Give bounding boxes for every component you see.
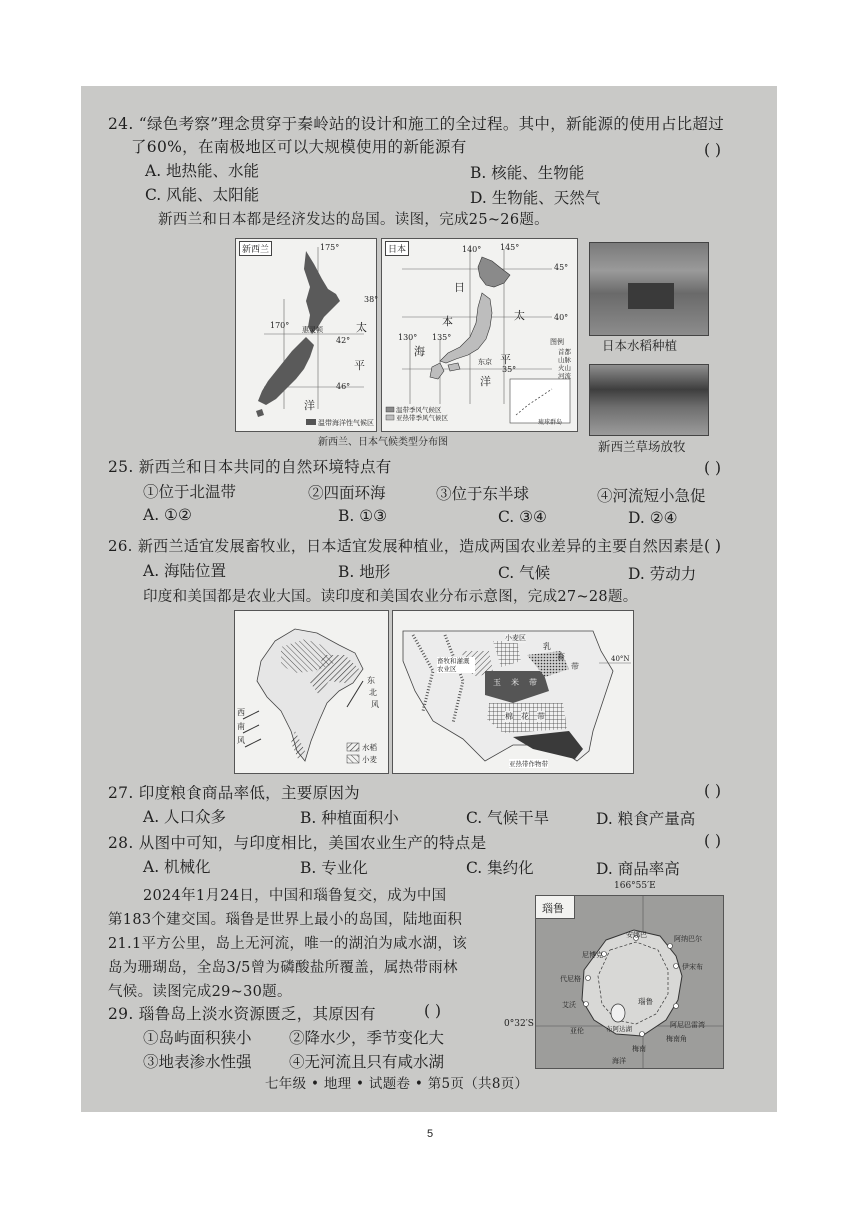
nauru-map (535, 895, 724, 1069)
india-agriculture-map (234, 610, 389, 774)
in-wind-sw-1: 西 (237, 708, 245, 717)
q25-stem: 25. 新西兰和日本共同的自然环境特点有 (108, 458, 392, 476)
nauru-lat-label: 0°32′S (504, 1019, 534, 1029)
jp-sea-3: 海 (414, 345, 425, 358)
q25-option-a: A. ①② (143, 506, 192, 524)
q24-option-a: A. 地热能、水能 (145, 162, 260, 180)
jp-ocean-2: 平 (500, 353, 511, 366)
in-wind-ne-1: 东 (367, 676, 375, 685)
jp-climate-legend-2: 亚热带季风气候区 (396, 414, 448, 422)
q24-stem-line2: 了60%，在南极地区可以大规模使用的新能源有 (131, 138, 467, 156)
q28-option-b: B. 专业化 (300, 859, 368, 877)
nz-ocean-1: 太 (356, 321, 367, 334)
q28-option-c: C. 集约化 (466, 859, 534, 877)
q24-answer-paren: ( ) (704, 141, 722, 159)
jp-climate-map (381, 238, 578, 432)
nz-capital-label: 惠灵顿 (302, 326, 323, 334)
jp-lon-145: 145° (500, 243, 520, 252)
q25-item-4: ④河流短小急促 (597, 487, 706, 505)
nauru-place-center: 瑙鲁 (638, 997, 653, 1006)
q28-stem: 28. 从图中可知，与印度相比，美国农业生产的特点是 (108, 834, 487, 852)
q27-answer-paren: ( ) (704, 782, 722, 800)
us-cotton-2: 花 (521, 712, 529, 721)
jp-ocean-3: 洋 (480, 375, 491, 388)
nz-grazing-caption: 新西兰草场放牧 (598, 439, 686, 454)
rice-planter-shape (628, 283, 674, 309)
in-wind-sw-2: 南 (237, 722, 245, 731)
us-dairy-1: 乳 (543, 642, 551, 651)
in-wind-ne-3: 风 (371, 700, 379, 709)
in-legend-rice: 水稻 (362, 743, 377, 752)
jp-tokyo-label: 东京 (478, 358, 492, 366)
q25-option-b: B. ①③ (338, 507, 388, 525)
us-subtropical-label: 亚热带作物带 (509, 760, 548, 768)
q24-option-b: B. 核能、生物能 (470, 164, 585, 182)
nauru-place-buada-lagoon: 布阿达湖 (606, 1025, 632, 1033)
exam-footer: 七年级 • 地理 • 试题卷 • 第5页（共8页） (265, 1076, 529, 1092)
nauru-place-anibare-bay: 阿尼巴雷湾 (670, 1021, 705, 1029)
nz-lat-38: 38° (364, 295, 379, 304)
us-ranch-label: 畜牧和灌溉农业区 (437, 657, 475, 673)
jp-legend-title: 图例 (550, 338, 564, 346)
q26-option-a: A. 海陆位置 (143, 562, 227, 580)
jp-inset-label: 琉球群岛 (538, 419, 563, 426)
us-cotton-1: 棉 (505, 712, 513, 721)
intro-29-30-line2: 第183个建交国。瑙鲁是世界上最小的岛国，陆地面积 (108, 912, 463, 928)
nauru-place-ijuw: 伊宋布 (682, 963, 703, 971)
q28-option-a: A. 机械化 (143, 858, 211, 876)
jp-lon-140: 140° (462, 245, 482, 254)
q27-option-a: A. 人口众多 (143, 808, 227, 826)
jp-legend-volcano: 火山 (558, 364, 571, 372)
jp-legend-river: 河流 (558, 372, 571, 380)
nauru-lon-label: 166°55′E (614, 881, 656, 891)
nz-jp-map-caption: 新西兰、日本气候类型分布图 (318, 437, 448, 448)
japan-rice-photo (589, 242, 709, 336)
jp-sea-2: 本 (442, 315, 453, 328)
nz-lat-42: 42° (336, 336, 351, 345)
us-corn-1: 玉 (493, 678, 501, 687)
nauru-place-aiwo: 艾沃 (562, 1001, 576, 1009)
q27-stem: 27. 印度粮食商品率低，主要原因为 (108, 784, 360, 802)
jp-lon-135: 135° (432, 333, 452, 342)
jp-lat-45: 45° (554, 263, 569, 272)
nz-legend-swatch (306, 419, 316, 425)
us-corn-3: 带 (529, 678, 537, 687)
nz-lon-170: 170° (270, 321, 290, 330)
nauru-place-anabar-a: 安娜巴 (626, 931, 647, 939)
nz-lat-46: 46° (336, 382, 351, 391)
jp-ocean-1: 太 (514, 309, 525, 322)
q28-option-d: D. 商品率高 (596, 860, 680, 878)
q26-option-b: B. 地形 (338, 563, 391, 581)
q27-option-d: D. 粮食产量高 (596, 810, 696, 828)
us-corn-2: 米 (511, 678, 519, 687)
q29-item-2: ②降水少，季节变化大 (289, 1029, 445, 1047)
jp-lon-130: 130° (398, 333, 418, 342)
q29-answer-paren: ( ) (424, 1002, 442, 1020)
us-lat-40: 40°N (611, 655, 630, 663)
in-wind-sw-3: 风 (237, 736, 245, 745)
intro-29-30-line4: 岛为珊瑚岛，全岛3/5曾为磷酸盐所覆盖，属热带雨林 (108, 960, 458, 976)
q25-option-d: D. ②④ (628, 509, 678, 527)
intro-29-30-line5: 气候。读图完成29~30题。 (108, 984, 292, 1000)
jp-map-title: 日本 (385, 241, 409, 256)
q24-option-d: D. 生物能、天然气 (470, 189, 601, 207)
q26-stem: 26. 新西兰适宜发展畜牧业，日本适宜发展种植业，造成两国农业差异的主要自然因素是 (108, 537, 704, 555)
nauru-place-meneng: 梅南 (632, 1045, 646, 1053)
jp-legend-mountain: 山脉 (558, 356, 571, 364)
jp-lat-40: 40° (554, 313, 569, 322)
q25-item-2: ②四面环海 (308, 484, 386, 502)
q25-answer-paren: ( ) (704, 459, 722, 477)
jp-lat-35: 35° (502, 365, 517, 374)
intro-29-30-line1: 2024年1月24日，中国和瑙鲁复交，成为中国 (143, 888, 447, 904)
us-dairy-2: 畜 (557, 652, 565, 661)
nz-ocean-2: 平 (354, 359, 365, 372)
q28-answer-paren: ( ) (704, 832, 722, 850)
nauru-place-nibok: 尼博克 (582, 951, 603, 959)
q29-item-1: ①岛屿面积狭小 (143, 1029, 252, 1047)
us-cotton-3: 带 (537, 712, 545, 721)
usa-agriculture-map (392, 610, 634, 774)
q26-option-d: D. 劳动力 (628, 565, 697, 583)
nz-legend-label: 温带海洋性气候区 (318, 419, 374, 427)
nauru-map-title: 瑙鲁 (542, 902, 564, 915)
nz-ocean-3: 洋 (304, 399, 315, 412)
q27-option-c: C. 气候干旱 (466, 809, 550, 827)
q25-option-c: C. ③④ (498, 508, 547, 526)
jp-legend-capital: 首都 (558, 348, 571, 356)
q29-item-3: ③地表渗水性强 (143, 1053, 252, 1071)
q24-stem-line1: 24. “绿色考察”理念贯穿于秦岭站的设计和施工的全过程。其中，新能源的使用占比超过 (108, 115, 725, 133)
in-legend-wheat: 小麦 (362, 755, 377, 764)
jp-sea-1: 日 (454, 281, 465, 294)
nz-lon-175: 175° (320, 243, 340, 252)
q25-item-3: ③位于东半球 (436, 485, 530, 503)
in-wind-ne-2: 北 (369, 688, 377, 697)
intro-29-30-line3: 21.1平方公里，岛上无河流，唯一的湖泊为咸水湖，该 (108, 936, 468, 952)
nauru-place-meneng-point: 梅南角 (666, 1035, 687, 1043)
nz-climate-map (235, 238, 377, 432)
q25-item-1: ①位于北温带 (143, 483, 237, 501)
nz-grazing-photo (589, 364, 709, 436)
japan-rice-caption: 日本水稻种植 (602, 338, 678, 353)
q24-option-c: C. 风能、太阳能 (145, 186, 260, 204)
nauru-place-yaren: 亚伦 (570, 1027, 584, 1035)
q26-answer-paren: ( ) (704, 537, 722, 555)
q29-item-4: ④无河流且只有咸水湖 (289, 1053, 445, 1071)
q27-option-b: B. 种植面积小 (300, 809, 399, 827)
us-wheat-label: 小麦区 (505, 634, 526, 642)
q26-option-c: C. 气候 (498, 564, 551, 582)
nauru-place-anabar: 阿纳巴尔 (674, 935, 702, 943)
nauru-place-denigomodu: 代尼格 (560, 975, 581, 983)
intro-25-26: 新西兰和日本都是经济发达的岛国。读图，完成25~26题。 (158, 212, 549, 228)
us-dairy-3: 带 (571, 662, 579, 671)
jp-climate-legend-1: 温带季风气候区 (396, 406, 442, 414)
nauru-place-ocean: 海洋 (612, 1057, 626, 1065)
intro-27-28: 印度和美国都是农业大国。读印度和美国农业分布示意图，完成27~28题。 (143, 589, 638, 605)
page-number: 5 (426, 1128, 434, 1140)
nz-map-title: 新西兰 (239, 241, 272, 256)
q29-stem: 29. 瑙鲁岛上淡水资源匮乏，其原因有 (108, 1005, 376, 1023)
